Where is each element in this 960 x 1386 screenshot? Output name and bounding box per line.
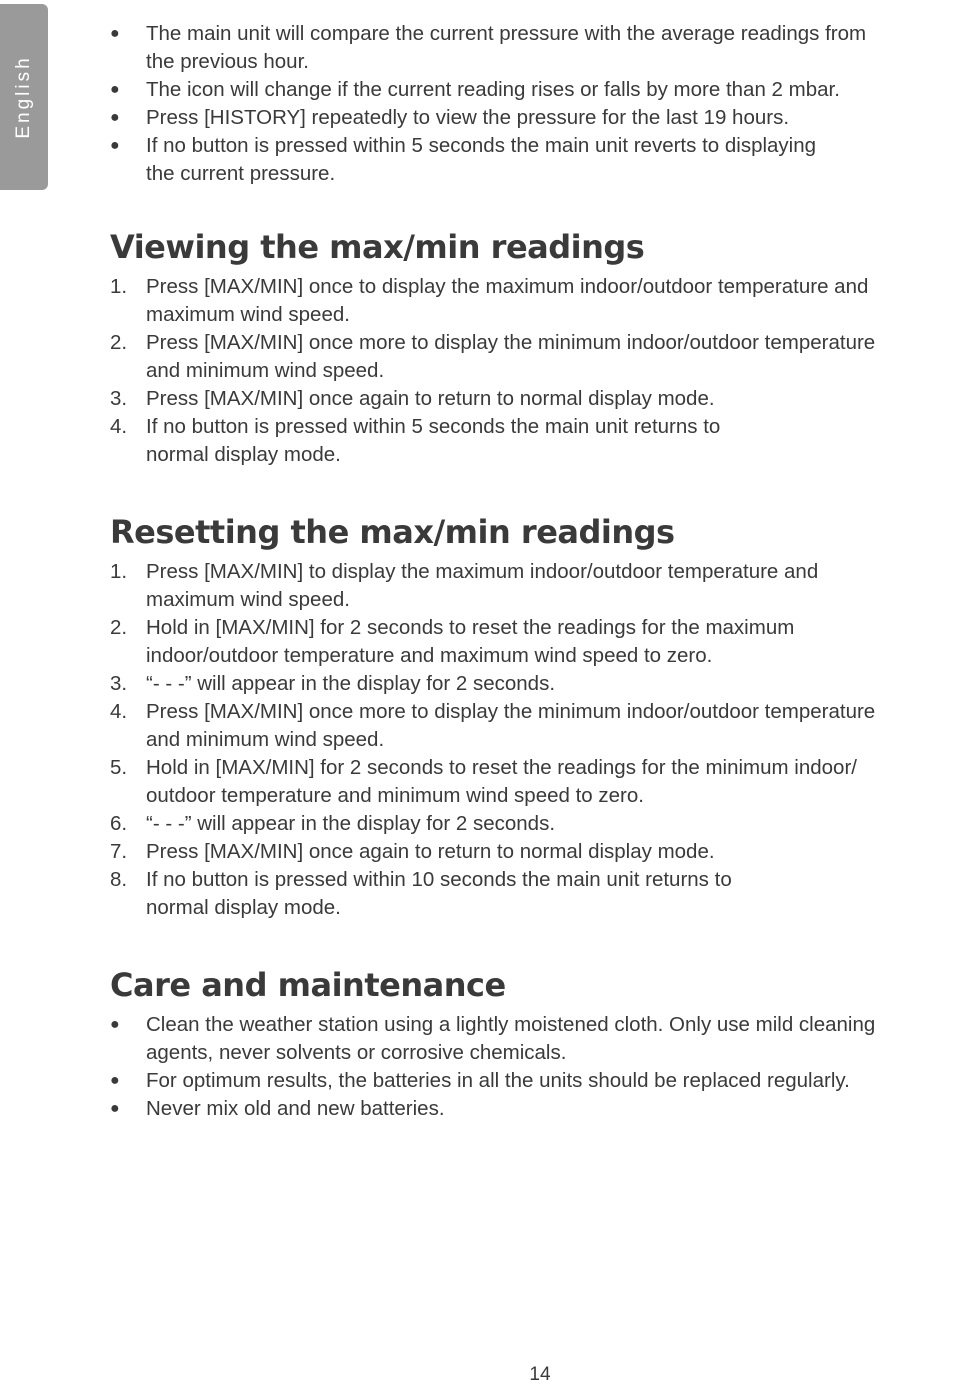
list-item [110,104,960,132]
item-line: Never mix old and new batteries. [146,1097,445,1120]
section-heading-resetting: Resetting the max/min readings [110,513,675,551]
language-tab-label: English [13,55,34,139]
step-number: 6. [110,812,128,835]
item-line: The icon will change if the current reading rises or falls by more than 2 mbar. [146,78,840,101]
item-line: Press [MAX/MIN] once again to return to normal display mode. [146,387,715,410]
item-line: Press [HISTORY] repeatedly to view the pressure for the last 19 hours. [146,106,790,129]
item-line: “- - -” will appear in the display for 2 seconds. [146,672,556,695]
list-item [110,132,960,188]
item-line: If no button is pressed within 5 seconds the main unit reverts to displaying [146,134,817,157]
item-line: Press [MAX/MIN] once again to return to normal display mode. [146,840,715,863]
step-number: 3. [110,387,128,410]
step-number: 4. [110,700,128,723]
list-item [110,329,960,385]
list-item [110,1067,960,1095]
item-line: If no button is pressed within 5 seconds the main unit returns to [146,415,721,438]
item-line: Clean the weather station using a lightly moistened cloth. Only use mild cleaning [146,1013,876,1036]
step-number: 4. [110,415,128,438]
list-item [110,614,960,670]
intro-bullet-list [110,20,960,188]
bullet-icon: ● [110,81,120,98]
item-line: indoor/outdoor temperature and maximum wind speed to zero. [146,644,713,667]
bullet-icon: ● [110,1016,120,1033]
list-item [110,810,960,838]
list-item [110,838,960,866]
item-line: normal display mode. [146,896,341,919]
item-line: the current pressure. [146,162,336,185]
item-line: normal display mode. [146,443,341,466]
viewing-step-list [110,273,960,469]
bullet-icon: ● [110,109,120,126]
bullet-icon: ● [110,137,120,154]
item-line: outdoor temperature and minimum wind speed to zero. [146,784,644,807]
bullet-icon: ● [110,1072,120,1089]
list-item [110,754,960,810]
list-item [110,76,960,104]
list-item [110,558,960,614]
item-line: agents, never solvents or corrosive chemicals. [146,1041,567,1064]
item-line: Press [MAX/MIN] once more to display the minimum indoor/outdoor temperature [146,331,876,354]
bullet-icon: ● [110,1100,120,1117]
step-number: 3. [110,672,128,695]
list-item [110,866,960,922]
step-number: 8. [110,868,128,891]
step-number: 7. [110,840,128,863]
item-line: Press [MAX/MIN] once more to display the minimum indoor/outdoor temperature [146,700,876,723]
item-line: maximum wind speed. [146,303,350,326]
list-item [110,20,960,76]
list-item [110,698,960,754]
list-item [110,670,960,698]
section-heading-viewing: Viewing the max/min readings [110,228,645,266]
section-heading-care: Care and maintenance [110,966,506,1004]
language-tab [0,4,48,190]
item-line: If no button is pressed within 10 seconds the main unit returns to [146,868,732,891]
item-line: “- - -” will appear in the display for 2 seconds. [146,812,556,835]
list-item [110,1095,960,1123]
step-number: 1. [110,560,128,583]
item-line: For optimum results, the batteries in all the units should be replaced regularly. [146,1069,850,1092]
item-line: Press [MAX/MIN] once to display the maximum indoor/outdoor temperature and [146,275,869,298]
page-number: 14 [529,1364,551,1385]
item-line: Hold in [MAX/MIN] for 2 seconds to reset the readings for the maximum [146,616,795,639]
care-bullet-list [110,1011,960,1123]
step-number: 2. [110,616,128,639]
list-item [110,273,960,329]
item-line: Press [MAX/MIN] to display the maximum indoor/outdoor temperature and [146,560,819,583]
step-number: 5. [110,756,128,779]
step-number: 2. [110,331,128,354]
page-content [110,20,960,1123]
bullet-icon: ● [110,25,120,42]
item-line: and minimum wind speed. [146,359,385,382]
item-line: the previous hour. [146,50,309,73]
step-number: 1. [110,275,128,298]
item-line: The main unit will compare the current pressure with the average readings from [146,22,867,45]
item-line: and minimum wind speed. [146,728,385,751]
list-item [110,1011,960,1067]
list-item [110,413,960,469]
resetting-step-list [110,558,960,922]
item-line: maximum wind speed. [146,588,350,611]
item-line: Hold in [MAX/MIN] for 2 seconds to reset the readings for the minimum indoor/ [146,756,857,779]
list-item [110,385,960,413]
